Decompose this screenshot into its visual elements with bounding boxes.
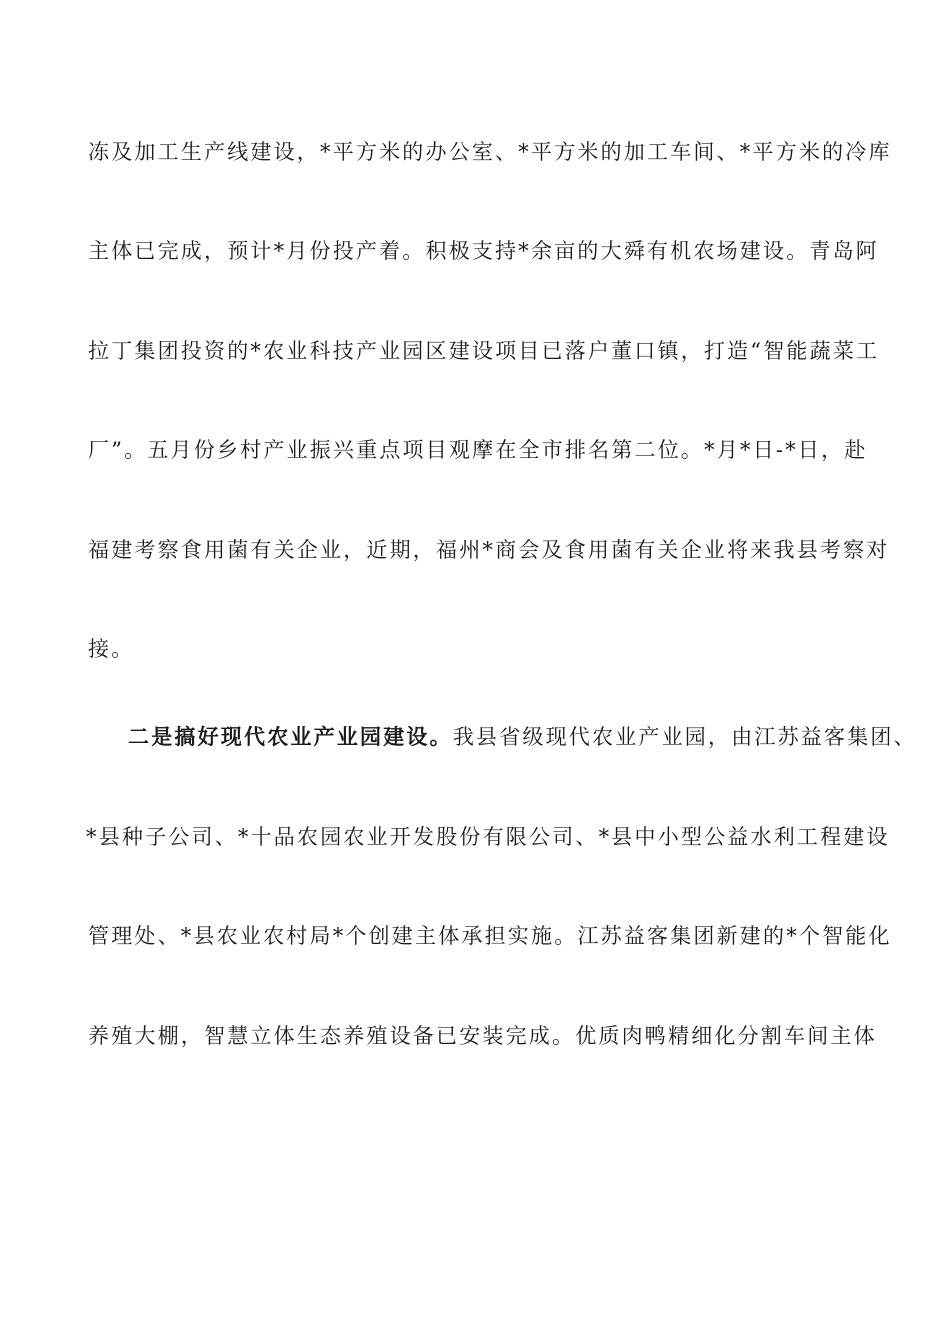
text-line-4: 厂”。五月份乡村产业振兴重点项目观摩在全市排名第二位。*月*日-*日，赴	[88, 438, 868, 462]
text-line-10: 养殖大棚，智慧立体生态养殖设备已安装完成。优质肉鸭精细化分割车间主体	[88, 1024, 877, 1048]
paragraph-2-first-text: 我县省级现代农业产业园，由江苏益客集团、	[452, 725, 917, 749]
text-line-3: 拉丁集团投资的*农业科技产业园区建设项目已落户董口镇，打造“智能蔬菜工	[88, 339, 880, 363]
text-line-8: *县种子公司、*十品农园农业开发股份有限公司、*县中小型公益水利工程建设	[86, 825, 890, 849]
paragraph-2-first-line	[128, 722, 917, 752]
text-line-1: 冻及加工生产线建设，*平方米的办公室、*平方米的加工车间、*平方米的冷库	[88, 140, 892, 164]
text-line-6: 接。	[88, 637, 135, 661]
text-line-5: 福建考察食用菌有关企业，近期，福州*商会及食用菌有关企业将来我县考察对	[88, 538, 890, 562]
text-line-9: 管理处、*县农业农村局*个创建主体承担实施。江苏益客集团新建的*个智能化	[88, 924, 892, 948]
paragraph-2-heading: 二是搞好现代农业产业园建设。	[128, 724, 453, 749]
text-line-2: 主体已完成，预计*月份投产着。积极支持*余亩的大舜有机农场建设。青岛阿	[88, 239, 879, 263]
